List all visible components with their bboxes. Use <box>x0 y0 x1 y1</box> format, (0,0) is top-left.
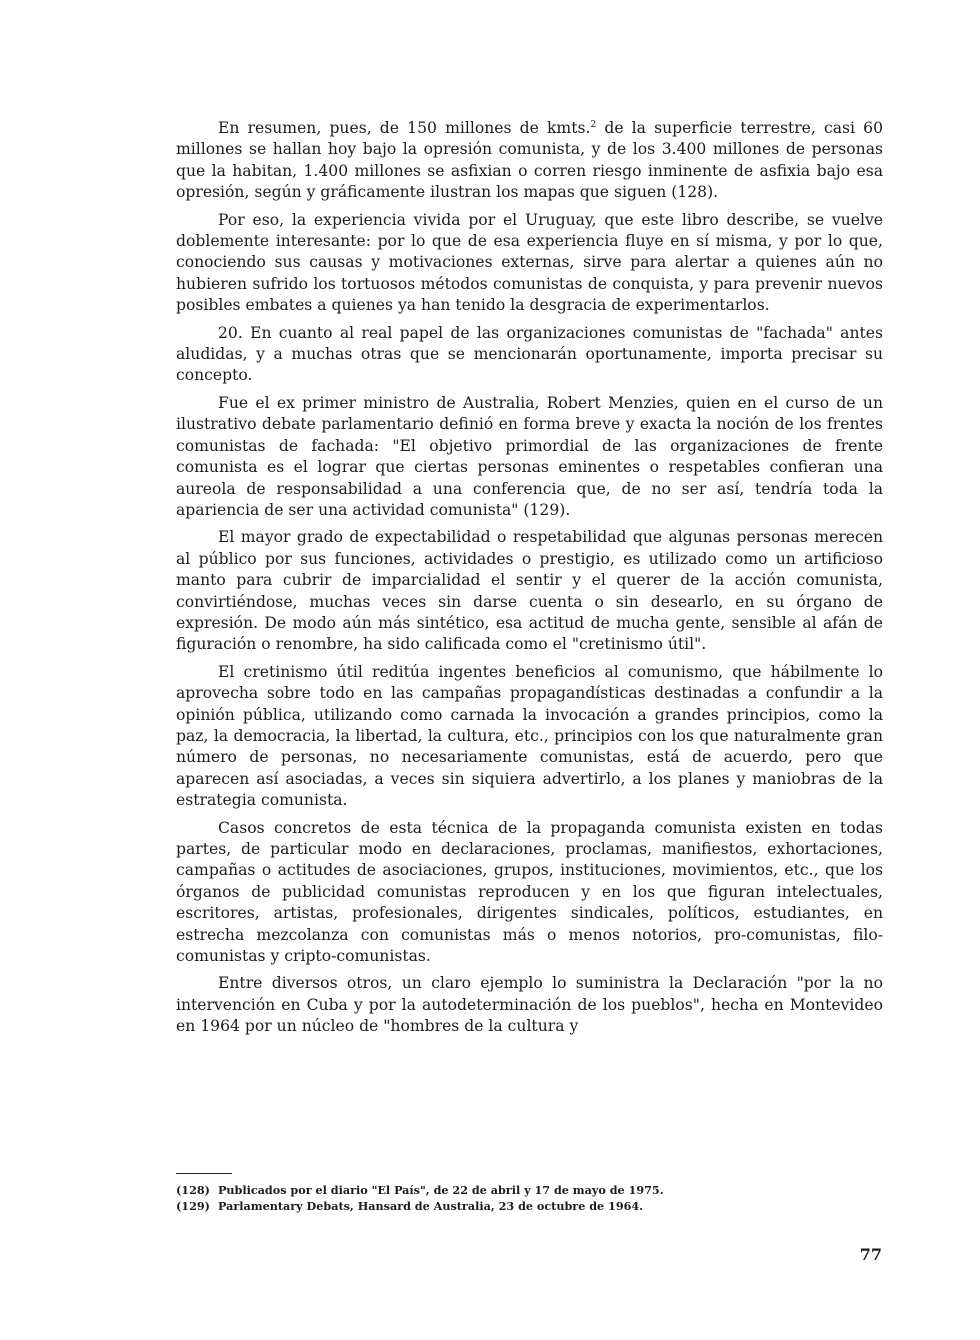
paragraph-1-text: En resumen, pues, de 150 millones de kmts. <box>218 119 591 137</box>
paragraph-4: Fue el ex primer ministro de Australia, Robert Menzies, quien en el curso de un ilustrativo debate parlamentario definió en forma breve y exacta la noción de los frentes comunistas de fachada: "El objetivo primordial de las organizaciones de frente comunista es el lograr que ciertas personas eminentes o respetables confieran una aureola de responsabilidad a una conferencia que, de no ser así, tendría toda la apariencia de ser una actividad comunista" (129). <box>176 393 883 519</box>
page-number: 77 <box>859 1245 882 1264</box>
footnote-text: Publicados por el diario "El País", de 22 de abril y 17 de mayo de 1975. <box>218 1183 664 1197</box>
footnote-number: (129) <box>176 1199 210 1213</box>
footnotes <box>176 1173 883 1214</box>
footnote-divider <box>176 1173 232 1174</box>
paragraph-5: El mayor grado de expectabilidad o respetabilidad que algunas personas merecen al público por sus funciones, actividades o prestigio, es utilizado como un artificioso manto para cubrir de imparcialidad el sentir y el querer de la acción comunista, convirtiéndose, muchas veces sin darse cuenta o sin desearlo, en su órgano de expresión. De modo aún más sintético, esa actitud de mucha gente, sensible al afán de figuración o renombre, ha sido calificada como el "cretinismo útil". <box>176 528 883 654</box>
paragraph-1-rest: de la superficie terrestre, casi 60 millones se hallan hoy bajo la opresión comunista, y de los 3.400 millones de personas que la habitan, 1.400 millones se asfixian o corren riesgo inminente de asfixia bajo esa opresión, según y gráficamente ilustran los mapas que siguen (128). <box>176 119 884 202</box>
paragraph-1 <box>176 118 883 204</box>
paragraph-6: El cretinismo útil reditúa ingentes beneficios al comunismo, que hábilmente lo aprovecha sobre todo en las campañas propagandísticas destinadas a confundir a la opinión pública, utilizando como carnada la invocación a grandes principios, como la paz, la democracia, la libertad, la cultura, etc., principios con los que naturalmente gran número de personas, no necesariamente comunistas, está de acuerdo, pero que aparecen así asociadas, a veces sin siquiera advertirlo, a los planes y maniobras de la estrategia comunista. <box>176 662 883 810</box>
superscript-2: 2 <box>590 119 597 130</box>
paragraph-7: Casos concretos de esta técnica de la propaganda comunista existen en todas partes, de particular modo en declaraciones, proclamas, manifiestos, exhortaciones, campañas o actitudes de asociaciones, grupos, instituciones, movimientos, etc., que los órganos de publicidad comunistas reproducen y en los que figuran intelectuales, escritores, artistas, profesionales, dirigentes sindicales, políticos, estudiantes, en estrecha mezcolanza con comunistas más o menos notorios, pro-comunistas, filo-comunistas y cripto-comunistas. <box>176 818 883 966</box>
paragraph-3: 20. En cuanto al real papel de las organizaciones comunistas de "fachada" antes aludidas, y a muchas otras que se mencionarán oportunamente, importa precisar su concepto. <box>176 323 883 385</box>
body-text <box>176 118 883 1044</box>
footnote-text: Parlamentary Debats, Hansard de Australia, 23 de octubre de 1964. <box>218 1199 644 1213</box>
paragraph-2: Por eso, la experiencia vivida por el Uruguay, que este libro describe, se vuelve doblemente interesante: por lo que de esa experiencia fluye en sí misma, y por lo que, conociendo sus causas y motivaciones externas, sirve para alertar a quienes aún no hubieren sufrido los tortuosos métodos comunistas de conquista, y para prevenir nuevos posibles embates a quienes ya han tenido la desgracia de experimentarlos. <box>176 210 883 315</box>
footnote-128 <box>176 1182 883 1198</box>
footnote-129 <box>176 1198 883 1214</box>
footnote-number: (128) <box>176 1183 210 1197</box>
paragraph-8: Entre diversos otros, un claro ejemplo lo suministra la Declaración "por la no intervención en Cuba y por la autodeterminación de los pueblos", hecha en Montevideo en 1964 por un núcleo de "hombres de la cultura y <box>176 974 883 1036</box>
